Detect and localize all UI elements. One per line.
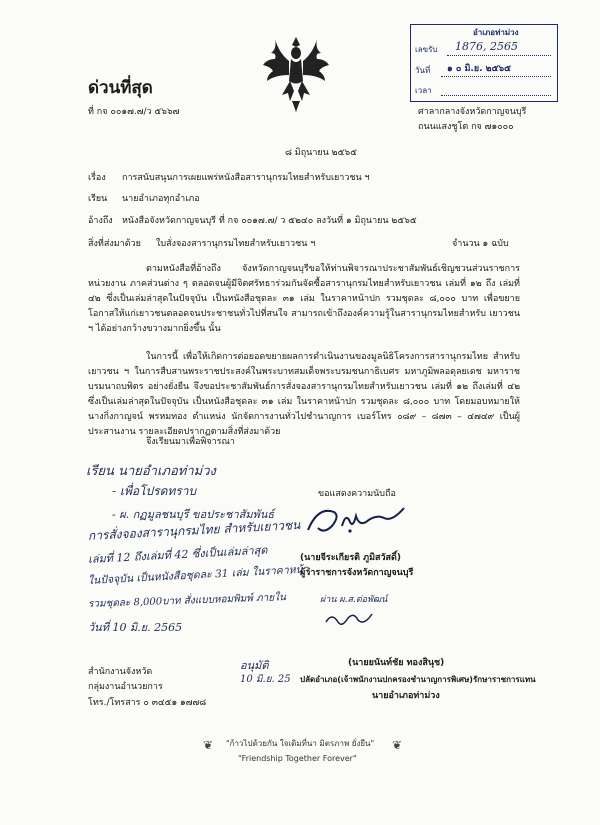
governor-position: ผู้ว่าราชการจังหวัดกาญจนบุรี (300, 568, 414, 578)
initial-signature (322, 608, 382, 630)
contact-phone: โทร./โทรสาร ๐ ๓๔๕๑ ๑๗๗๘ (88, 698, 207, 708)
contact-group: กลุ่มงานอำนวยการ (88, 682, 163, 692)
enclosure-text: ใบสั่งจองสารานุกรมไทยสำหรับเยาวชน ฯ (156, 239, 316, 249)
contact-office: สำนักงานจังหวัด (88, 667, 153, 677)
handwritten-line-1: เรียน นายอำเภอท่าม่วง (86, 464, 216, 479)
stamp-date-value: ๑ ๐ มิ.ย. ๒๕๖๕ (447, 64, 511, 74)
closing-text: จึงเรียนมาเพื่อพิจารณา (146, 437, 235, 447)
slogan-thai: "ก้าวไปด้วยกัน ใจเดิมที่นา มิตรภาพ ยั่งยืน" (226, 739, 375, 748)
handwritten-line-6: ในปัจจุบัน เป็นหนังสือชุดละ 31 เล่ม ในราคาหน้า (87, 563, 309, 587)
stamp-time-label: เวลา (415, 86, 432, 95)
reference-text: หนังสือจังหวัดกาญจนบุรี ที่ กจ ๐๐๑๗.๗/ ว ๕๒๔๐ ลงวันที่ ๑ มิถุนายน ๒๕๖๕ (122, 216, 417, 226)
stamp-reg-label: เลขรับ (415, 45, 438, 54)
office-address-line2: ถนนแสงชูโต กจ ๗๑๐๐๐ (418, 122, 514, 132)
document-number: ที่ กจ ๐๐๑๗.๗/ว ๕๖๖๗ (88, 107, 180, 117)
stamp-date-label: วันที่ (415, 66, 431, 75)
reference-label: อ้างถึง (88, 216, 113, 226)
decorative-left-icon: ❦ (203, 738, 214, 752)
handwritten-approve: อนุมัติ (240, 659, 269, 672)
stamp-reg-value: 1876, 2565 (455, 40, 518, 53)
office-address-line1: ศาลากลางจังหวัดกาญจนบุรี (418, 107, 527, 117)
district-officer-position1: ปลัดอำเภอ(เจ้าพนักงานปกครองชำนาญการพิเศษ)รักษาราชการแทน (300, 675, 536, 684)
body-paragraph-1: ตามหนังสือที่อ้างถึง จังหวัดกาญจนบุรีขอให้ท่านพิจารณาประชาสัมพันธ์เชิญชวนส่วนราชการ หน่วยงาน ภาคส่วนต่าง ๆ ตลอดจนผู้มีจิตศรัทธาร่วมกันจัดซื้อสารานุกรมไทยสำหรับเยาวชน เล่มที่ ๑๒ ถึง เล่มที่ ๔๒ ซึ่งเป็นเล่มล่าสุดในปัจจุบัน เป็นหนังสือชุดละ ๓๑ เล่ม ในราคาหน้าปก รวมชุดละ ๘,๐๐๐ บาท เพื่อขยายโอกาสให้แก่เยาวชนตลอดจนประชาชนทั่วไปที่สนใจ สามารถเข้าถึงองค์ความรู้ในสารานุกรมไทยสำหรับ เยาวชน ฯ ได้อย่างกว้างขวางมากยิ่งขึ้น นั้น (88, 264, 520, 334)
receipt-stamp (410, 24, 558, 102)
regards-text: ขอแสดงความนับถือ (318, 489, 396, 499)
to-text: นายอำเภอทุกอำเภอ (122, 194, 200, 204)
governor-signature (298, 500, 428, 540)
enclosure-label: สิ่งที่ส่งมาด้วย (88, 239, 141, 249)
stamp-title: อำเภอท่าม่วง (473, 28, 519, 37)
governor-name: (นายจีระเกียรติ ภูมิสวัสดิ์) (300, 553, 402, 563)
handwritten-right-note: ผ่าน ผ.ส.ต่อพัฒน์ (320, 595, 388, 605)
slogan-english: "Friendship Together Forever" (238, 754, 357, 763)
urgency-heading: ด่วนที่สุด (88, 78, 153, 98)
to-label: เรียน (88, 194, 108, 204)
handwritten-line-5: เล่มที่ 12 ถึงเล่มที่ 42 ซึ่งเป็นเล่มล่าสุด (87, 543, 268, 566)
document-date: ๘ มิถุนายน ๒๕๖๕ (285, 148, 357, 158)
handwritten-line-4: การสั่งจองสารานุกรมไทย สำหรับเยาวชน (87, 517, 301, 543)
decorative-right-icon: ❦ (392, 738, 403, 752)
body-paragraph-2: ในการนี้ เพื่อให้เกิดการต่อยอดขยายผลการดำเนินงานของมูลนิธิโครงการสารานุกรมไทย สำหรับเยาวชน ฯ ในการสืบสานพระราชประสงค์ในพระบาทสมเด็จพระบรมชนกาธิเบศร มหาภูมิพลอดุลยเดช มหาราช บรมนาถบพิตร อย่างยั่งยืน จึงขอประชาสัมพันธ์การสั่งจองสารานุกรมไทยสำหรับเยาวชน เล่มที่ ๑๒ ถึงเล่มที่ ๔๒ ซึ่งเป็นเล่มล่าสุดในปัจจุบัน เป็นหนังสือชุดละ ๓๑ เล่ม ในราคาหน้าปก รวมชุดละ ๘,๐๐๐ บาท โดยมอบหมายให้ นางกิ่งกาญจน์ พรหมทอง ตำแหน่ง นักจัดการงานทั่วไปชำนาญการ เบอร์โทร ๐๘๙ – ๘๗๓ – ๔๗๔๙ เป็นผู้ประสานงาน รายละเอียดปรากฏตามสิ่งที่ส่งมาด้วย (88, 352, 520, 437)
subject-text: การสนับสนุนการเผยแพร่หนังสือสารานุกรมไทยสำหรับเยาวชน ฯ (122, 173, 370, 183)
handwritten-line-7: รวมชุดละ 8,000บาท สั่งแบบหอมพิมพ์ ภายใน (87, 592, 287, 610)
district-officer-name: (นายยนันท์ชัย ทองสินุช) (348, 658, 445, 668)
handwritten-line-3: - ผ. กฏมูลชนบุรี ขอประชาสัมพันธ์ (112, 508, 275, 521)
handwritten-line-8: วันที่ 10 มิ.ย. 2565 (88, 621, 183, 634)
enclosure-count: จำนวน ๑ ฉบับ (452, 239, 509, 249)
district-officer-position2: นายอำเภอท่าม่วง (372, 691, 440, 701)
garuda-emblem (258, 35, 334, 115)
subject-label: เรื่อง (88, 173, 106, 183)
handwritten-date: 10 มิ.ย. 25 (240, 674, 291, 685)
handwritten-line-2: - เพื่อโปรดทราบ (112, 484, 197, 498)
